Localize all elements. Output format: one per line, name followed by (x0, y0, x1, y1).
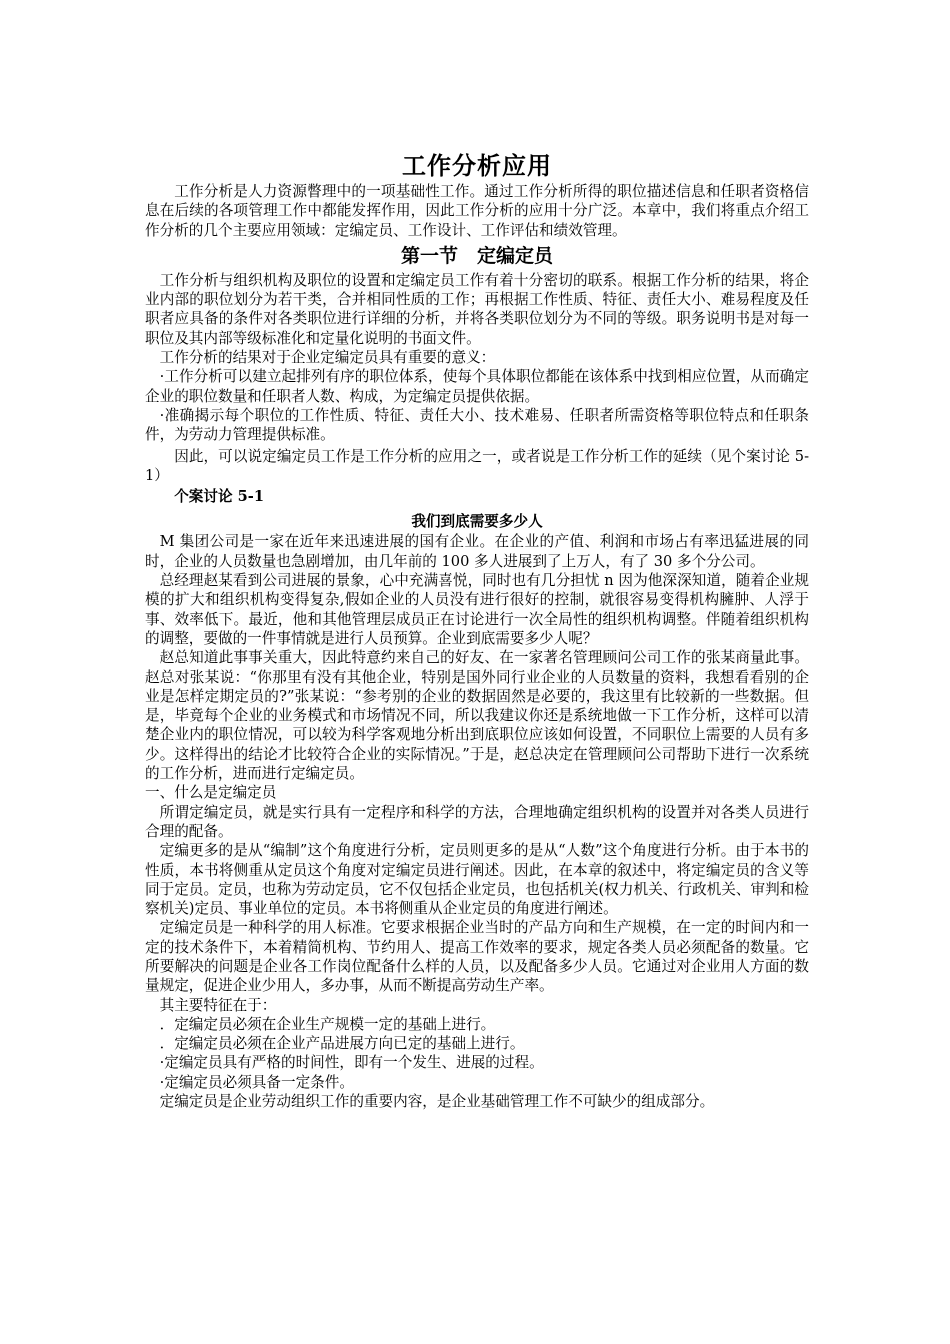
feature-item: ．定编定员必须在企业产品进展方向已定的基础上进行。 (159, 1035, 525, 1053)
subsection-heading: 一、什么是定编定员 (145, 784, 277, 802)
feature-item: ．定编定员必须在企业生产规模一定的基础上进行。 (159, 1015, 496, 1033)
case-paragraph: M 集团公司是一家在近年来迅速进展的国有企业。在企业的产值、利润和市场占有率迅猛进展的同时，企业的人员数量也急剧增加，由几年前的 100 多人进展到了上万人，有了 30 多个分公司。 (145, 533, 809, 570)
case-title: 我们到底需要多少人 (411, 513, 543, 531)
feature-item: ·定编定员必须具备一定条件。 (159, 1073, 354, 1091)
bullet-item: ·工作分析可以建立起排列有序的职位体系，使每个具体职位都能在该体系中找到相应位置，从而确定企业的职位数量和任职者人数、构成，为定编定员提供依据。 (145, 368, 809, 405)
case-label: 个案讨论 5-1 (174, 488, 265, 506)
paragraph: 工作分析的结果对于企业定编定员具有重要的意义： (159, 349, 496, 367)
paragraph: 定编定员是一种科学的用人标准。它要求根据企业当时的产品方向和生产规模，在一定的时间内和一定的技术条件下，本着精简机构、节约用人、提高工作效率的要求，规定各类人员必须配备的数量。它所要解决的问题是企业各工作岗位配备什么样的人员，以及配备多少人员。它通过对企业用人方面的数量规定，促进企业少用人，多办事，从而不断提高劳动生产率。 (145, 919, 809, 995)
section-heading: 第一节 定编定员 (400, 244, 553, 267)
document-body (145, 150, 809, 1111)
feature-item: ·定编定员具有严格的时间性，即有一个发生、进展的过程。 (159, 1054, 544, 1072)
paragraph: 定编定员是企业劳动组织工作的重要内容，是企业基础管理工作不可缺少的组成部分。 (159, 1093, 715, 1111)
paragraph: 定编更多的是从“编制”这个角度进行分析，定员则更多的是从“人数”这个角度进行分析。由于本书的性质，本书将侧重从定员这个角度对定编定员进行阐述。因此，在本章的叙述中，将定编定员的含义等同于定员。定员，也称为劳动定员，它不仅包括企业定员，也包括机关(权力机关、行政机关、审判和检察机关)定员、事业单位的定员。本书将侧重从企业定员的角度进行阐述。 (145, 842, 809, 918)
bullet-item: ·准确揭示每个职位的工作性质、特征、责任大小、技术难易、任职者所需资格等职位特点和任职条件，为劳动力管理提供标准。 (145, 406, 809, 444)
document-title: 工作分析应用 (402, 151, 552, 180)
paragraph: 其主要特征在于： (159, 996, 277, 1014)
intro-paragraph: 工作分析是人力资源瞥理中的一项基础性工作。通过工作分析所得的职位描述信息和任职者资格信息在后续的各项管理工作中都能发挥作用，因此工作分析的应用十分广泛。本章中，我们将重点介绍工作分析的几个主要应用领域：定编定员、工作设计、工作评估和绩效管理。 (145, 183, 809, 239)
case-paragraph: 赵总知道此事事关重大，因此特意约来自己的好友、在一家著名管理顾问公司工作的张某商量此事。赵总对张某说：“你那里有没有其他企业，特别是国外同行业企业的人员数量的资料，我想看看别的企业是怎样定期定员的?”张某说：“参考别的企业的数据固然是必要的，我这里有比较新的一些数据。但是，毕竟每个企业的业务模式和市场情况不同，所以我建议你还是系统地做一下工作分析，这样可以清楚企业内的职位情况，可以较为科学客观地分析出到底职位应该如何设置，不同职位上需要的人员有多少。这样得出的结论才比较符合企业的实际情况。”于是，赵总决定在管理顾问公司帮助下进行一次系统的工作分析，进而进行定编定员。 (145, 649, 809, 783)
case-paragraph: 总经理赵某看到公司进展的景象，心中充满喜悦，同时也有几分担忧 n 因为他深深知道，随着企业规模的扩大和组织机构变得复杂,假如企业的人员没有进行很好的控制，就很容易变得机构臃肿、人浮于事、效率低下。最近，他和其他管理层成员正在讨论进行一次全局性的组织机构调整。伴随着组织机构的调整，要做的一件事情就是进行人员预算。企业到底需要多少人呢？ (145, 572, 809, 647)
paragraph: 因此，可以说定编定员工作是工作分析的应用之一，或者说是工作分析工作的延续（见个案讨论 5-1） (145, 447, 809, 484)
paragraph: 所谓定编定员，就是实行具有一定程序和科学的方法，合理地确定组织机构的设置并对各类人员进行合理的配备。 (145, 803, 809, 840)
paragraph: 工作分析与组织机构及职位的设置和定编定员工作有着十分密切的联系。根据工作分析的结果，将企业内部的职位划分为若干类，合并相同性质的工作；再根据工作性质、特征、责任大小、难易程度及任职者应具备的条件对各类职位进行详细的分析，并将各类职位划分为不同的等级。职务说明书是对每一职位及其内部等级标准化和定量化说明的书面文件。 (145, 271, 809, 347)
